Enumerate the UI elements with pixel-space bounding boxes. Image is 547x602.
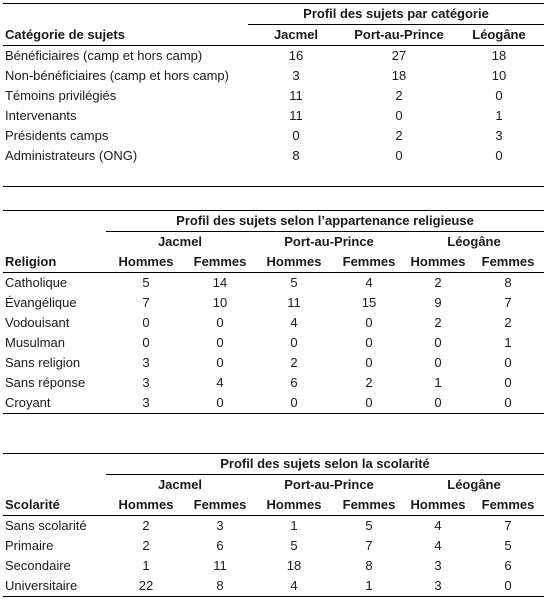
table2-row-header: Religion xyxy=(5,254,57,269)
table3-row-header: Scolarité xyxy=(5,497,60,512)
row-label: Croyant xyxy=(5,395,51,410)
row-label: Vodouisant xyxy=(5,315,70,330)
cell-value: 10 xyxy=(491,68,507,83)
row-label: Témoins privilégiés xyxy=(5,88,117,103)
cell-value: 2 xyxy=(395,88,403,103)
table-row xyxy=(3,66,544,86)
cell-value: 8 xyxy=(216,578,224,593)
table3-title: Profil des sujets selon la scolarité xyxy=(106,454,544,475)
cell-value: 0 xyxy=(142,315,150,330)
cell-value: 22 xyxy=(138,578,154,593)
cell-value: 0 xyxy=(495,148,503,163)
table-row xyxy=(3,536,544,556)
table2-group-header: Port-au-Prince xyxy=(284,234,374,249)
cell-value: 2 xyxy=(504,315,512,330)
row-label: Primaire xyxy=(5,538,54,553)
row-label: Évangélique xyxy=(5,295,77,310)
cell-value: 18 xyxy=(286,558,302,573)
cell-value: 6 xyxy=(504,558,512,573)
row-label: Présidents camps xyxy=(5,128,109,143)
table-row xyxy=(3,556,544,576)
table-row xyxy=(3,273,544,294)
cell-value: 0 xyxy=(216,355,224,370)
cell-value: 18 xyxy=(391,68,407,83)
cell-value: 2 xyxy=(142,518,150,533)
cell-value: 0 xyxy=(395,148,403,163)
cell-value: 0 xyxy=(365,315,373,330)
table2-subcol-header: Hommes xyxy=(118,254,174,269)
row-label: Non-bénéficiaires (camp et hors camp) xyxy=(5,68,229,83)
cell-value: 0 xyxy=(290,395,298,410)
table3-group-header: Port-au-Prince xyxy=(284,477,374,492)
table3-subcol-header: Hommes xyxy=(118,497,174,512)
cell-value: 0 xyxy=(434,335,442,350)
cell-value: 8 xyxy=(504,275,512,290)
table2-subcol-header: Femmes xyxy=(193,254,247,269)
cell-value: 9 xyxy=(434,295,442,310)
row-label: Intervenants xyxy=(5,108,77,123)
cell-value: 11 xyxy=(287,295,301,310)
table1-row-header: Catégorie de sujets xyxy=(5,26,125,42)
table-row xyxy=(3,393,544,414)
cell-value: 2 xyxy=(365,375,373,390)
cell-value: 5 xyxy=(290,275,298,290)
cell-value: 15 xyxy=(361,295,377,310)
cell-value: 4 xyxy=(216,375,224,390)
cell-value: 2 xyxy=(434,315,442,330)
cell-value: 0 xyxy=(290,335,298,350)
cell-value: 7 xyxy=(142,295,150,310)
table1-title: Profil des sujets par catégorie xyxy=(248,4,544,25)
table-row xyxy=(3,86,544,106)
cell-value: 4 xyxy=(290,315,298,330)
row-label: Sans scolarité xyxy=(5,518,87,533)
cell-value: 0 xyxy=(434,395,442,410)
table2-subcol-header: Femmes xyxy=(342,254,396,269)
cell-value: 0 xyxy=(216,395,224,410)
table3-subcol-header: Femmes xyxy=(481,497,535,512)
table-row xyxy=(3,293,544,313)
table2-subcol-header: Hommes xyxy=(410,254,466,269)
cell-value: 4 xyxy=(365,275,373,290)
table3-subcol-header: Hommes xyxy=(266,497,322,512)
cell-value: 5 xyxy=(504,538,512,553)
cell-value: 11 xyxy=(289,88,303,103)
table2-group-header: Léogâne xyxy=(447,234,501,249)
table3-subcol-header: Femmes xyxy=(342,497,396,512)
cell-value: 0 xyxy=(216,335,224,350)
cell-value: 27 xyxy=(391,48,407,63)
cell-value: 16 xyxy=(288,48,304,63)
religion-profile-table xyxy=(3,210,544,414)
cell-value: 0 xyxy=(504,355,512,370)
cell-value: 0 xyxy=(504,395,512,410)
cell-value: 8 xyxy=(365,558,373,573)
row-label: Universitaire xyxy=(5,578,78,593)
cell-value: 6 xyxy=(290,375,298,390)
cell-value: 14 xyxy=(212,275,228,290)
cell-value: 1 xyxy=(504,335,512,350)
row-label: Secondaire xyxy=(5,558,71,573)
table-row xyxy=(3,333,544,353)
cell-value: 3 xyxy=(216,518,224,533)
category-profile-table xyxy=(3,3,544,187)
table2-group-header: Jacmel xyxy=(157,234,203,249)
cell-value: 1 xyxy=(495,108,503,123)
cell-value: 0 xyxy=(216,315,224,330)
table3-subcol-header: Hommes xyxy=(410,497,466,512)
cell-value: 3 xyxy=(142,395,150,410)
cell-value: 3 xyxy=(434,558,442,573)
table-row xyxy=(3,576,544,597)
schooling-profile-table xyxy=(3,453,544,597)
cell-value: 0 xyxy=(292,128,300,143)
cell-value: 3 xyxy=(142,355,150,370)
table-row xyxy=(3,516,544,537)
cell-value: 7 xyxy=(504,518,512,533)
cell-value: 0 xyxy=(495,88,503,103)
cell-value: 0 xyxy=(365,335,373,350)
cell-value: 4 xyxy=(290,578,298,593)
cell-value: 1 xyxy=(142,558,150,573)
cell-value: 7 xyxy=(365,538,373,553)
table2-subcol-header: Hommes xyxy=(266,254,322,269)
table1-col-header: Port-au-Prince xyxy=(354,27,444,42)
table-row xyxy=(3,146,544,166)
cell-value: 6 xyxy=(216,538,224,553)
cell-value: 0 xyxy=(365,355,373,370)
cell-value: 10 xyxy=(212,295,228,310)
row-label: Sans réponse xyxy=(5,375,86,390)
table-row xyxy=(3,373,544,393)
cell-value: 0 xyxy=(434,355,442,370)
table2-title: Profil des sujets selon l’appartenance religieuse xyxy=(106,211,544,232)
cell-value: 11 xyxy=(213,558,227,573)
row-label: Administrateurs (ONG) xyxy=(5,148,138,163)
cell-value: 2 xyxy=(142,538,150,553)
cell-value: 3 xyxy=(495,128,503,143)
cell-value: 0 xyxy=(504,578,512,593)
cell-value: 18 xyxy=(491,48,507,63)
row-label: Bénéficiaires (camp et hors camp) xyxy=(5,48,203,63)
cell-value: 2 xyxy=(434,275,442,290)
cell-value: 5 xyxy=(365,518,373,533)
table-row xyxy=(3,106,544,126)
cell-value: 4 xyxy=(434,538,442,553)
cell-value: 2 xyxy=(395,128,403,143)
table2-subcol-header: Femmes xyxy=(481,254,535,269)
cell-value: 7 xyxy=(504,295,512,310)
table-row xyxy=(3,313,544,333)
row-label: Catholique xyxy=(5,275,68,290)
row-label: Musulman xyxy=(5,335,65,350)
cell-value: 5 xyxy=(142,275,150,290)
cell-value: 5 xyxy=(290,538,298,553)
table3-subcol-header: Femmes xyxy=(193,497,247,512)
table-row xyxy=(3,353,544,373)
cell-value: 1 xyxy=(365,578,373,593)
table3-group-header: Jacmel xyxy=(157,477,203,492)
table1-col-header: Jacmel xyxy=(273,27,319,42)
cell-value: 0 xyxy=(365,395,373,410)
table3-group-header: Léogâne xyxy=(447,477,501,492)
cell-value: 1 xyxy=(434,375,442,390)
cell-value: 3 xyxy=(292,68,300,83)
cell-value: 3 xyxy=(434,578,442,593)
cell-value: 0 xyxy=(142,335,150,350)
table1-col-header: Léogâne xyxy=(472,27,526,42)
table-row xyxy=(3,126,544,146)
cell-value: 4 xyxy=(434,518,442,533)
cell-value: 0 xyxy=(504,375,512,390)
cell-value: 8 xyxy=(292,148,300,163)
cell-value: 2 xyxy=(290,355,298,370)
cell-value: 11 xyxy=(289,108,303,123)
table-row xyxy=(3,46,544,67)
cell-value: 0 xyxy=(395,108,403,123)
row-label: Sans religion xyxy=(5,355,81,370)
cell-value: 3 xyxy=(142,375,150,390)
cell-value: 1 xyxy=(290,518,298,533)
